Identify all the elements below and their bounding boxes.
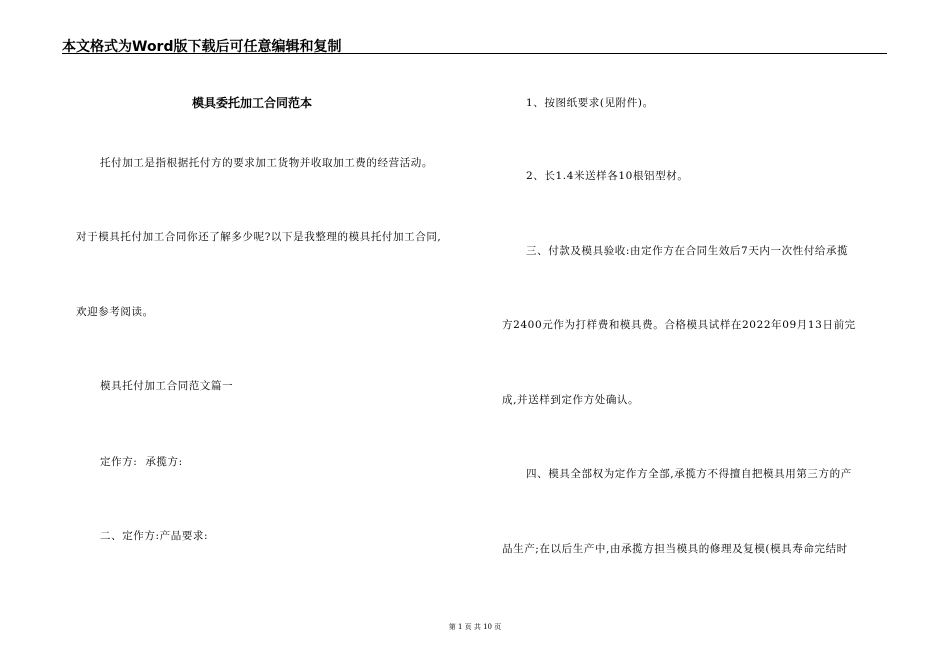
paragraph: 对于模具托付加工合同你还了解多少呢?以下是我整理的模具托付加工合同,	[76, 231, 442, 243]
page-number: 第 1 页 共 10 页	[448, 623, 502, 631]
paragraph: 品生产;在以后生产中,由承揽方担当模具的修理及复模(模具寿命完结时	[502, 543, 848, 555]
paragraph: 定作方: 承揽方:	[100, 456, 183, 468]
paragraph: 成,并送样到定作方处确认。	[502, 394, 640, 406]
paragraph: 三、付款及模具验收:由定作方在合同生效后7天内一次性付给承揽	[526, 245, 849, 257]
document-title: 模具委托加工合同范本	[192, 96, 313, 110]
paragraph: 方2400元作为打样费和模具费。合格模具试样在2022年09月13日前完	[502, 319, 856, 331]
document-header: 本文格式为Word版下载后可任意编辑和复制	[62, 39, 342, 55]
paragraph: 四、模具全部权为定作方全部,承揽方不得擅自把模具用第三方的产	[526, 468, 852, 480]
left-column	[76, 80, 486, 620]
right-column	[502, 80, 887, 620]
paragraph: 二、定作方:产品要求:	[100, 530, 209, 542]
header-divider	[62, 53, 887, 54]
paragraph: 托付加工是指根据托付方的要求加工货物并收取加工费的经营活动。	[100, 157, 433, 169]
paragraph: 1、按图纸要求(见附件)。	[526, 97, 654, 109]
paragraph: 欢迎参考阅读。	[76, 306, 154, 318]
section-heading: 模具托付加工合同范文篇一	[100, 380, 234, 392]
paragraph: 2、长1.4米送样各10根铝型材。	[526, 170, 689, 182]
